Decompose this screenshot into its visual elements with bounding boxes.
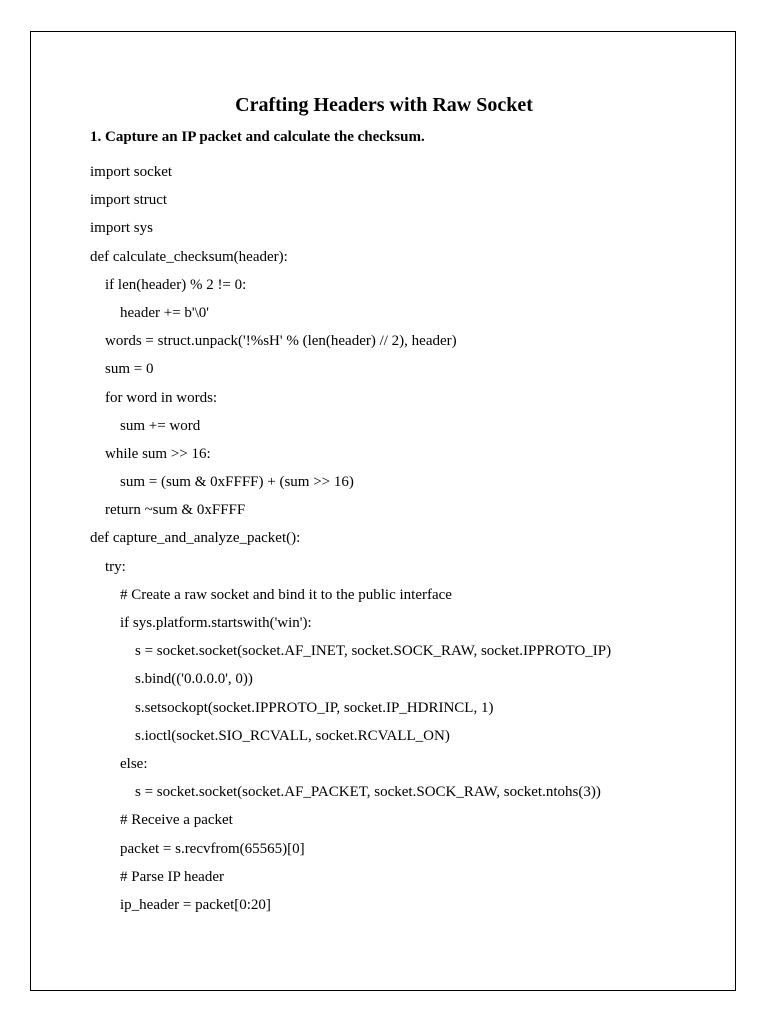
section-heading: 1. Capture an IP packet and calculate the checksum. — [90, 129, 425, 145]
code-line: def calculate_checksum(header): — [90, 248, 288, 265]
code-line: s.bind(('0.0.0.0', 0)) — [135, 671, 253, 688]
code-line: try: — [105, 558, 126, 575]
code-line: sum += word — [120, 417, 201, 434]
code-line: if sys.platform.startswith('win'): — [120, 615, 312, 631]
code-line: s.setsockopt(socket.IPPROTO_IP, socket.IP_HDRINCL, 1) — [135, 699, 494, 716]
code-line: return ~sum & 0xFFFF — [105, 502, 246, 519]
code-line: sum = (sum & 0xFFFF) + (sum >> 16) — [120, 474, 354, 491]
code-line: words = struct.unpack('!%sH' % (len(header) // 2), header) — [105, 333, 457, 350]
code-line: for word in words: — [105, 389, 218, 406]
document-title: Crafting Headers with Raw Socket — [235, 94, 533, 116]
code-line: else: — [120, 755, 148, 772]
code-line: header += b'\0' — [120, 304, 209, 321]
code-line: s.ioctl(socket.SIO_RCVALL, socket.RCVALL_ON) — [135, 727, 450, 744]
code-line: import socket — [90, 164, 173, 180]
code-listing — [90, 160, 611, 921]
code-line: ip_header = packet[0:20] — [120, 896, 271, 913]
code-line: # Receive a packet — [120, 812, 233, 829]
code-line: packet = s.recvfrom(65565)[0] — [120, 840, 305, 857]
code-line: if len(header) % 2 != 0: — [105, 276, 247, 293]
code-line: s = socket.socket(socket.AF_INET, socket.SOCK_RAW, socket.IPPROTO_IP) — [135, 643, 612, 660]
code-line: # Parse IP header — [120, 868, 224, 885]
code-line: sum = 0 — [105, 361, 154, 378]
code-line: def capture_and_analyze_packet(): — [90, 530, 301, 547]
code-line: import struct — [90, 192, 168, 209]
code-line: # Create a raw socket and bind it to the public interface — [120, 586, 452, 603]
code-line: while sum >> 16: — [105, 445, 211, 462]
code-line: s = socket.socket(socket.AF_PACKET, socket.SOCK_RAW, socket.ntohs(3)) — [135, 784, 601, 801]
code-line: import sys — [90, 220, 153, 237]
